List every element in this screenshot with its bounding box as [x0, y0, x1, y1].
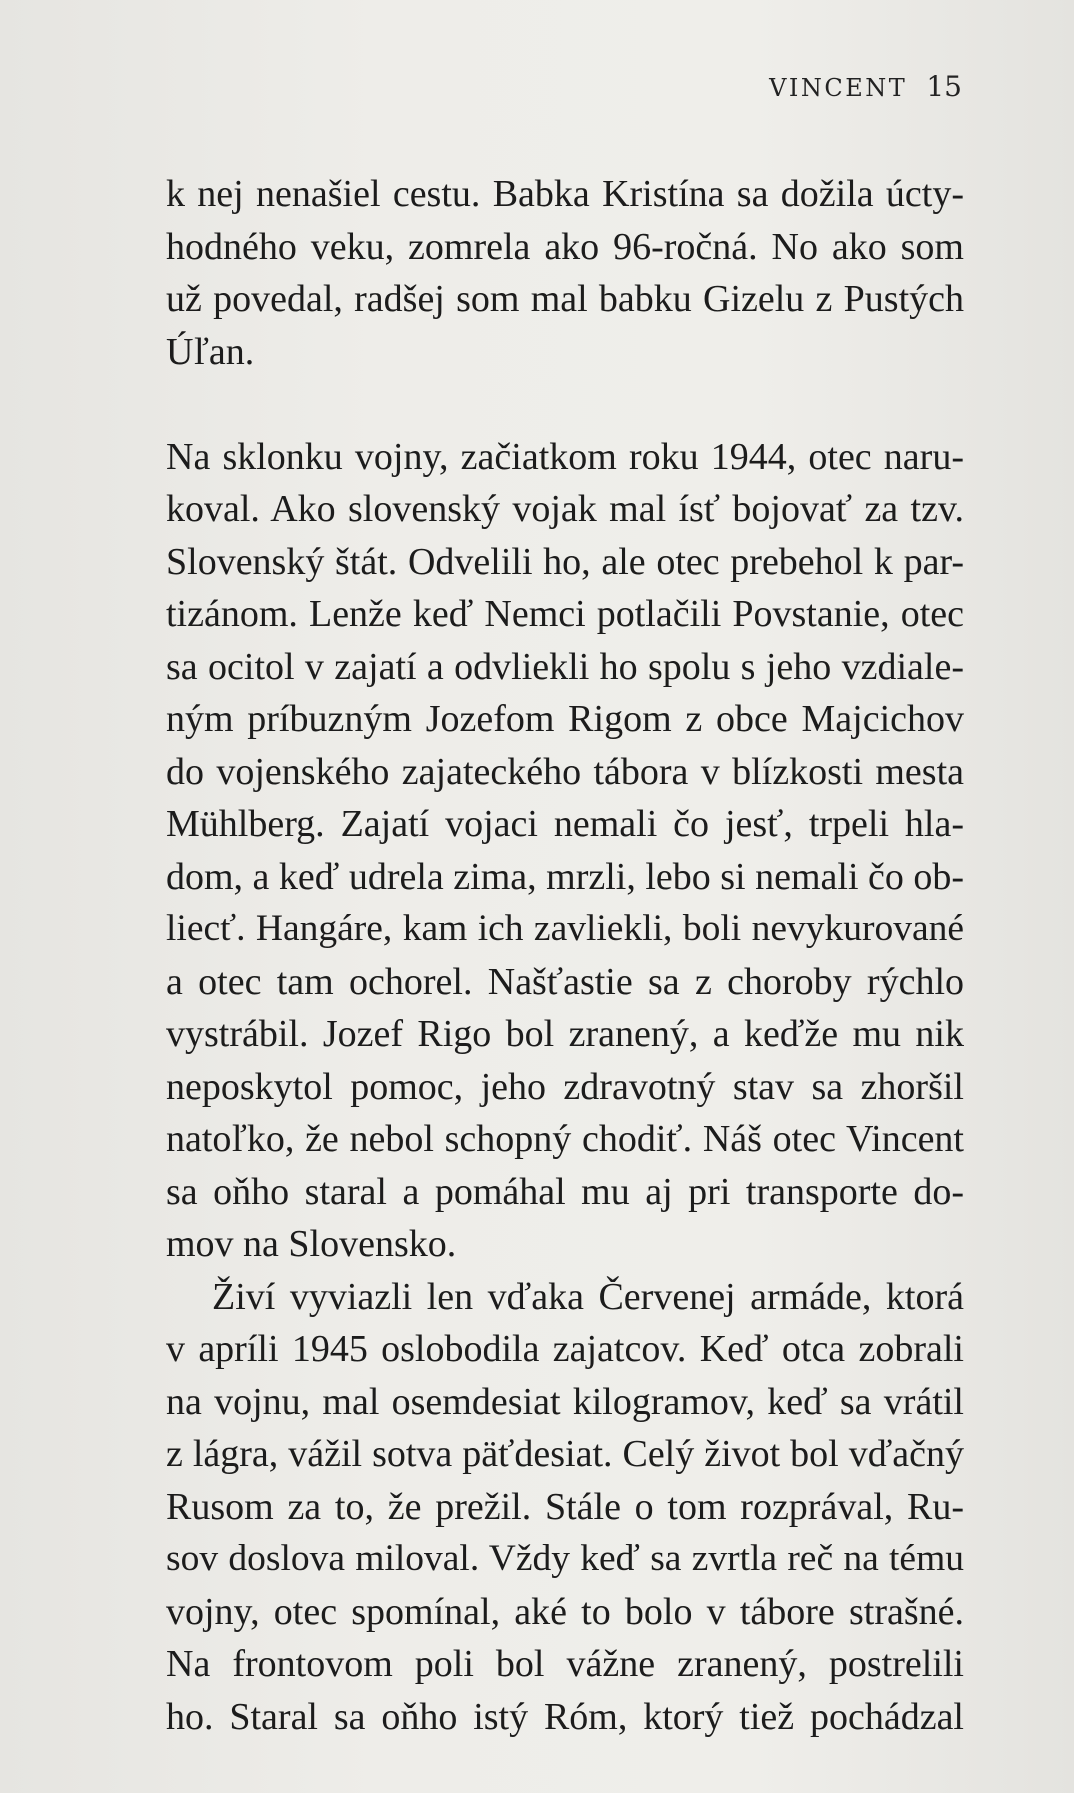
- text-line: Mühlberg. Zajatí vojaci nemali čo jesť, trpeli hla-: [166, 803, 964, 845]
- running-head-title: VINCENT: [769, 74, 908, 102]
- text-line: vojny, otec spomínal, aké to bolo v tábore strašné.: [166, 1590, 964, 1633]
- text-line: hodného veku, zomrela ako 96-ročná. No ako som: [166, 225, 964, 268]
- text-line: Slovenský štát. Odvelili ho, ale otec prebehol k par-: [166, 540, 964, 583]
- paragraph-2: [166, 431, 964, 1271]
- text-line: tizánom. Lenže keď Nemci potlačili Povstanie, otec: [166, 593, 964, 635]
- text-line: z lágra, vážil sotva päťdesiat. Celý život bol vďačný: [166, 1433, 964, 1475]
- text-line: do vojenského zajateckého tábora v blízkosti mesta: [166, 750, 964, 793]
- text-line: Úľan.: [166, 330, 255, 373]
- text-line: Na sklonku vojny, začiatkom roku 1944, otec naru-: [166, 435, 964, 478]
- text-line: ným príbuzným Jozefom Rigom z obce Majcichov: [166, 698, 964, 740]
- text-line: na vojnu, mal osemdesiat kilogramov, keď sa vrátil: [166, 1380, 964, 1423]
- section-break: [166, 378, 964, 431]
- text-line: dom, a keď udrela zima, mrzli, lebo si nemali čo ob-: [166, 855, 965, 898]
- text-line: k nej nenašiel cestu. Babka Kristína sa dožila úcty-: [166, 173, 964, 215]
- text-line: už povedal, radšej som mal babku Gizelu z Pustých: [166, 278, 964, 320]
- text-line: ho. Staral sa oňho istý Róm, ktorý tiež pochádzal: [166, 1695, 964, 1738]
- text-line: koval. Ako slovenský vojak mal ísť bojovať za tzv.: [166, 488, 964, 530]
- text-line: sa ocitol v zajatí a odvliekli ho spolu s jeho vzdiale-: [166, 645, 964, 688]
- page-number: 15: [926, 70, 962, 103]
- body-text: [166, 168, 964, 1743]
- text-line: liecť. Hangáre, kam ich zavliekli, boli nevykurované: [166, 908, 964, 949]
- text-line: mov na Slovensko.: [166, 1223, 457, 1265]
- text-line: Na frontovom poli bol vážne zranený, postrelili: [166, 1643, 964, 1685]
- paragraph-3: [166, 1271, 964, 1744]
- text-line: Rusom za to, že prežil. Stále o tom rozprával, Ru-: [166, 1485, 964, 1528]
- running-head: [769, 70, 962, 103]
- text-line: sov doslova miloval. Vždy keď sa zvrtla reč na tému: [166, 1538, 964, 1579]
- text-line: vystrábil. Jozef Rigo bol zranený, a keďže mu nik: [166, 1013, 964, 1055]
- text-line: a otec tam ochorel. Našťastie sa z choroby rýchlo: [166, 960, 964, 1003]
- text-line: v apríli 1945 oslobodila zajatcov. Keď otca zobrali: [166, 1328, 964, 1370]
- text-line: natoľko, že nebol schopný chodiť. Náš otec Vincent: [166, 1118, 964, 1160]
- paragraph-1: [166, 168, 964, 378]
- text-line: neposkytol pomoc, jeho zdravotný stav sa zhoršil: [166, 1065, 964, 1108]
- text-line: Živí vyviazli len vďaka Červenej armáde, ktorá: [212, 1275, 964, 1318]
- text-line: sa oňho staral a pomáhal mu aj pri transporte do-: [166, 1170, 964, 1213]
